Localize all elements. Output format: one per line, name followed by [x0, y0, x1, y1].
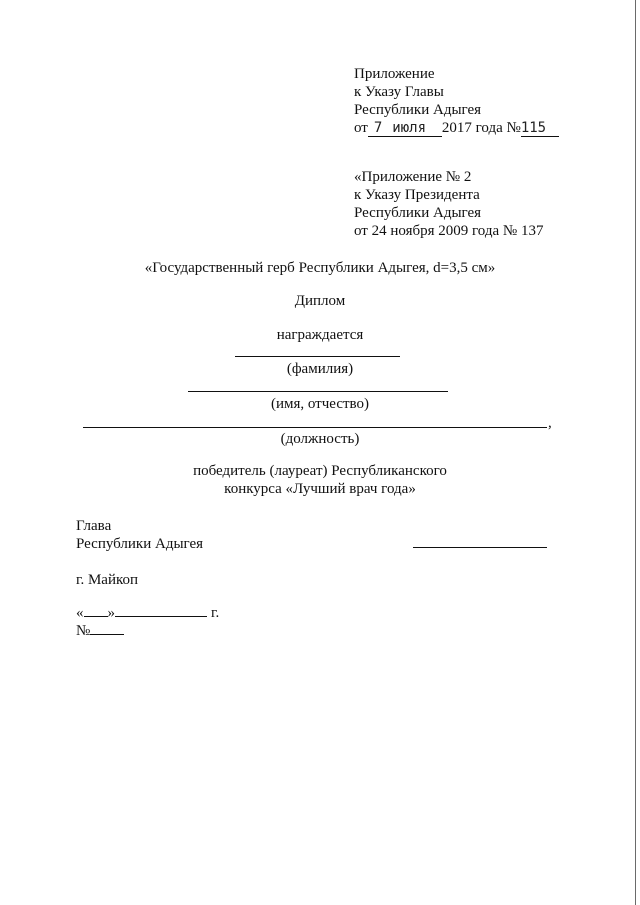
position-line — [83, 427, 547, 428]
appendix-line-2: к Указу Главы — [354, 84, 444, 100]
date-open-quote: « — [76, 605, 84, 621]
date-close-quote: » — [107, 605, 115, 621]
signature-title-2: Республики Адыгея — [76, 536, 204, 552]
awarded-text: награждается — [276, 327, 364, 343]
name-line — [188, 391, 448, 392]
number-blank — [90, 634, 124, 635]
signature-line — [413, 547, 547, 548]
number-field — [76, 622, 124, 640]
appendix-date-prefix: от — [354, 120, 368, 136]
city: г. Майкоп — [76, 572, 139, 588]
appendix-decree-number: 115 — [521, 121, 559, 137]
position-caption: (должность) — [280, 431, 360, 447]
appendix-2-line-3: Республики Адыгея — [354, 205, 482, 221]
appendix-date-month: июля — [392, 120, 427, 136]
name-caption: (имя, отчество) — [270, 396, 370, 412]
appendix-line-1: Приложение — [354, 66, 435, 82]
emblem-note: «Государственный герб Республики Адыгея, d=3,5 см» — [144, 260, 496, 276]
appendix-date-middle: 2017 года № — [441, 120, 521, 136]
diploma-title: Диплом — [294, 293, 346, 309]
signature-title-1: Глава — [76, 518, 112, 534]
date-month-blank — [115, 616, 207, 617]
surname-caption: (фамилия) — [286, 361, 354, 377]
date-field — [76, 604, 219, 622]
appendix-line-4 — [354, 119, 559, 137]
position-comma: , — [548, 415, 552, 431]
appendix-2-line-1: «Приложение № 2 — [354, 169, 472, 185]
scan-edge-line — [635, 0, 636, 905]
appendix-2-line-2: к Указу Президента — [354, 187, 480, 203]
appendix-line-3: Республики Адыгея — [354, 102, 482, 118]
winner-line-2: конкурса «Лучший врач года» — [224, 481, 416, 497]
appendix-2-line-4: от 24 ноября 2009 года № 137 — [354, 223, 544, 239]
surname-line — [235, 356, 400, 357]
number-sign: № — [76, 623, 91, 639]
date-year-suffix: г. — [211, 605, 220, 621]
appendix-date-day: 7 — [373, 120, 383, 136]
winner-line-1: победитель (лауреат) Республиканского — [193, 463, 447, 479]
date-day-blank — [84, 616, 108, 617]
appendix-date-handwritten — [368, 121, 442, 137]
